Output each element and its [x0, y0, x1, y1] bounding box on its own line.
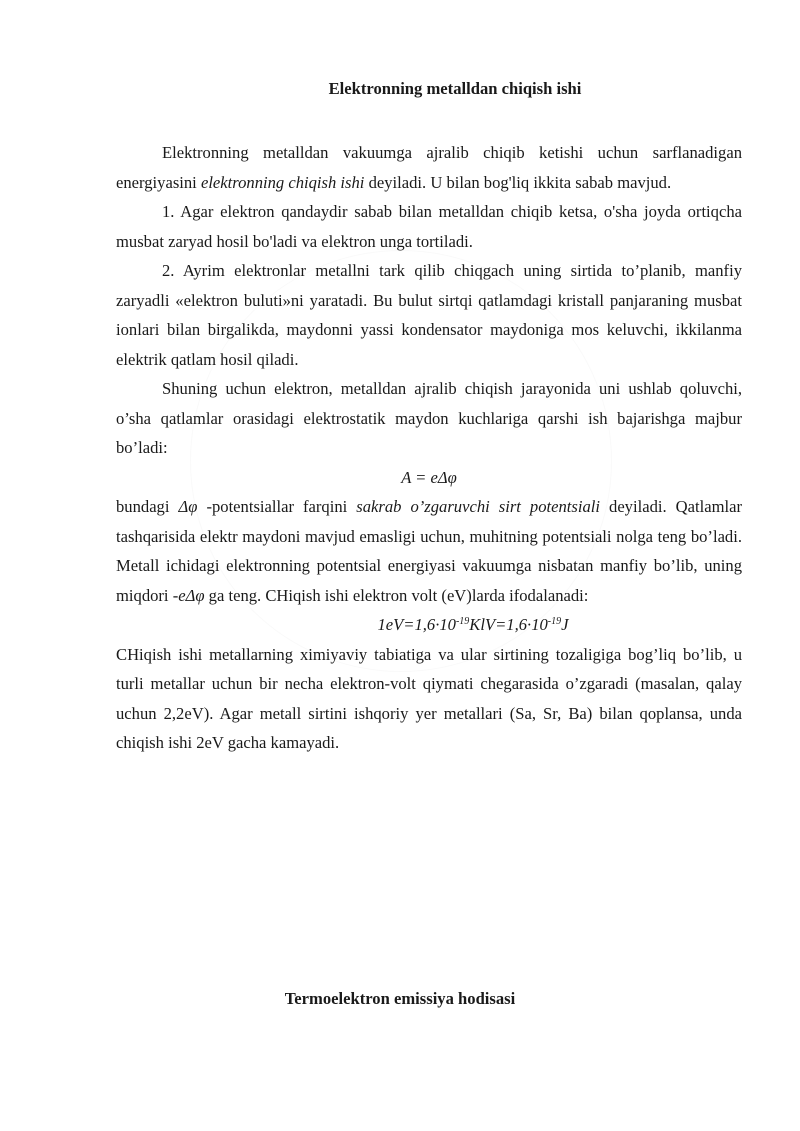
paragraph-text: deyiladi. U bilan bog'liq ikkita sabab mavjud. [364, 172, 672, 192]
paragraph-text: deyiladi. Qatlamlar tashqarisida elektr maydoni mavjud emasligi uchun, muhitning potentsiali nolga teng bo’ladi. Metall ichidagi elektronning potentsial energiyasi vakuumga nisbatan manfiy bo’lib, uning miqdori - [116, 497, 742, 605]
formula-part: KlV=1,6·10 [469, 615, 548, 634]
document-body [116, 138, 742, 758]
paragraph-text: ga teng. CHiqish ishi elektron volt (eV)larda ifodalanadi: [204, 585, 589, 605]
formula-work: A = eΔφ [401, 467, 457, 487]
section-title: Elektronning metalldan chiqish ishi [328, 79, 582, 98]
paragraph-potential [116, 492, 742, 610]
paragraph-text: -potentsiallar farqini [197, 497, 357, 516]
paragraph-text: bundagi [116, 497, 179, 516]
paragraph-definition [116, 138, 742, 197]
exponent: -19 [455, 616, 470, 627]
defined-term: sakrab o’zgaruvchi sirt potentsiali [356, 497, 600, 516]
formula-part: J [561, 615, 569, 634]
paragraph-work: Shuning uchun elektron, metalldan ajralib chiqish jarayonida uni ushlab qoluvchi, o’sha qatlamlar orasidagi elektrostatik maydon kuchlariga qarshi ish bajarishga majbur bo’ladi: [116, 379, 742, 457]
paragraph-dependence: CHiqish ishi metallarning ximiyaviy tabiatiga va ular sirtining tozaligiga bog’liq bo’lib, u turli metallar uchun bir necha elektron-volt qiymati chegarasida o’zgaradi (masalan, qalay uchun 2,2eV). Agar metall sirtini ishqoriy yer metallari (Sa, Sr, Ba) bilan qoplansa, unda chiqish ishi 2eV gacha kamayadi. [116, 644, 742, 752]
defined-term: elektronning chiqish ishi [200, 172, 365, 192]
section-heading-thermionic: Termoelektron emissiya hodisasi [284, 989, 516, 1008]
paragraph-reason-2: 2. Ayrim elektronlar metallni tark qilib chiqgach uning sirtida to’planib, manfiy zaryadli «elektron buluti»ni yaratadi. Bu bulut sirtqi qatlamdagi kristall panjaraning musbat ionlari bilan birgalikda, maydonni yassi kondensator maydoniga mos keluvchi, ikkilanma elektrik qatlam hosil qiladi. [116, 261, 742, 369]
formula-part: 1eV=1,6·10 [377, 615, 456, 634]
formula-electron-volt [116, 610, 742, 640]
paragraph-text: Elektronning metalldan vakuumga ajralib chiqib ketishi uchun sarflanadigan energiyasini [116, 143, 742, 192]
symbol: eΔφ [178, 585, 205, 605]
symbol: Δφ [178, 497, 198, 516]
exponent: -19 [547, 616, 562, 627]
paragraph-reason-1: 1. Agar elektron qandaydir sabab bilan metalldan chiqib ketsa, o'sha joyda ortiqcha musbat zaryad hosil bo'ladi va elektron unga tortiladi. [116, 202, 742, 251]
